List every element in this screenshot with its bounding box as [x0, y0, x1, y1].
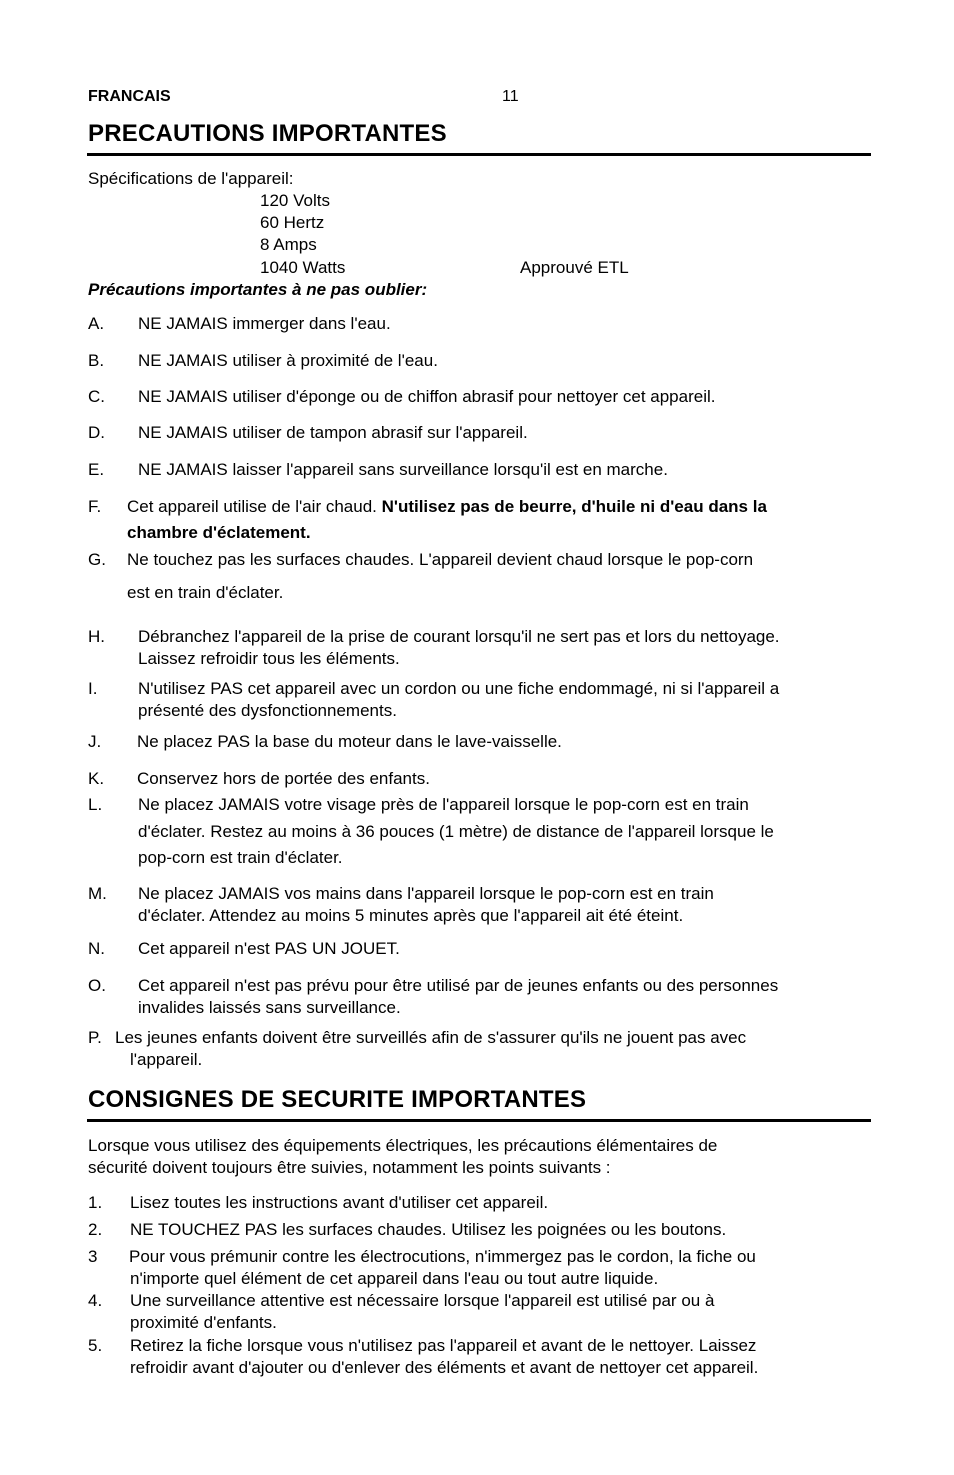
spec-voltage: 120 Volts [260, 191, 330, 210]
item-label: C. [88, 387, 105, 406]
item-label: 2. [88, 1220, 103, 1239]
section-title-safety: CONSIGNES DE SECURITE IMPORTANTES [88, 1086, 587, 1113]
item-text: Pour vous prémunir contre les électrocutions, n'immergez pas le cordon, la fiche ou [129, 1247, 756, 1266]
safety-intro: Lorsque vous utilisez des équipements électriques, les précautions élémentaires de [88, 1136, 718, 1155]
item-text-cont: n'importe quel élément de cet appareil dans l'eau ou tout autre liquide. [130, 1269, 659, 1288]
section-title-precautions: PRECAUTIONS IMPORTANTES [88, 120, 447, 147]
item-text: Ne placez JAMAIS vos mains dans l'appareil lorsque le pop-corn est en train [138, 884, 714, 903]
item-text-cont: d'éclater. Attendez au moins 5 minutes après que l'appareil ait été éteint. [138, 906, 684, 925]
item-text: NE TOUCHEZ PAS les surfaces chaudes. Utilisez les poignées ou les boutons. [130, 1220, 727, 1239]
item-text: NE JAMAIS utiliser à proximité de l'eau. [138, 351, 438, 370]
item-text: Cet appareil n'est pas prévu pour être utilisé par de jeunes enfants ou des personnes [138, 976, 779, 995]
item-text: Ne touchez pas les surfaces chaudes. L'appareil devient chaud lorsque le pop-corn [127, 550, 754, 569]
specs-label: Spécifications de l'appareil: [88, 169, 294, 188]
item-label: L. [88, 795, 103, 814]
safety-intro-cont: sécurité doivent toujours être suivies, notamment les points suivants : [88, 1158, 611, 1177]
item-label: 4. [88, 1291, 103, 1310]
item-label: E. [88, 460, 105, 479]
page-number: 11 [502, 88, 519, 105]
item-label: H. [88, 627, 105, 646]
spec-frequency: 60 Hertz [260, 213, 325, 232]
approval-label: Approuvé ETL [520, 258, 629, 277]
item-text: NE JAMAIS laisser l'appareil sans surveillance lorsqu'il est en marche. [138, 460, 668, 479]
reminder-heading: Précautions importantes à ne pas oublier: [88, 280, 428, 299]
item-text-cont: est en train d'éclater. [127, 583, 284, 602]
item-text: Ne placez JAMAIS votre visage près de l'appareil lorsque le pop-corn est en train [138, 795, 749, 814]
item-label: G. [88, 550, 106, 569]
item-label: J. [88, 732, 102, 751]
item-label: 3 [88, 1247, 98, 1266]
item-text-cont: d'éclater. Restez au moins à 36 pouces (1 mètre) de distance de l'appareil lorsque le [138, 822, 774, 841]
item-text: Une surveillance attentive est nécessaire lorsque l'appareil est utilisé par ou à [130, 1291, 715, 1310]
item-label: D. [88, 423, 105, 442]
item-label: F. [88, 497, 102, 516]
item-text-cont: proximité d'enfants. [130, 1313, 277, 1332]
item-label: A. [88, 314, 105, 333]
item-text: Retirez la fiche lorsque vous n'utilisez pas l'appareil et avant de le nettoyer. Laissez [130, 1336, 757, 1355]
item-text-cont: refroidir avant d'ajouter ou d'enlever des éléments et avant de nettoyer cet appareil. [130, 1358, 759, 1377]
item-text-cont: pop-corn est train d'éclater. [138, 848, 343, 867]
item-text-cont: Laissez refroidir tous les éléments. [138, 649, 400, 668]
item-label: M. [88, 884, 107, 903]
item-text: NE JAMAIS utiliser de tampon abrasif sur l'appareil. [138, 423, 528, 442]
item-label: P. [88, 1028, 102, 1047]
item-text: Débranchez l'appareil de la prise de courant lorsqu'il ne sert pas et lors du nettoyage. [138, 627, 780, 646]
item-label: N. [88, 939, 105, 958]
item-label: O. [88, 976, 106, 995]
item-label: 5. [88, 1336, 103, 1355]
item-text: NE JAMAIS immerger dans l'eau. [138, 314, 391, 333]
spec-wattage: 1040 Watts [260, 258, 346, 277]
item-label: 1. [88, 1193, 103, 1212]
item-text: N'utilisez PAS cet appareil avec un cordon ou une fiche endommagé, ni si l'appareil a [138, 679, 780, 698]
item-text: Conservez hors de portée des enfants. [137, 769, 430, 788]
item-text: NE JAMAIS utiliser d'éponge ou de chiffon abrasif pour nettoyer cet appareil. [138, 387, 716, 406]
item-label: K. [88, 769, 105, 788]
item-text-plain: Cet appareil utilise de l'air chaud. [127, 497, 382, 516]
item-text: Les jeunes enfants doivent être surveillés afin de s'assurer qu'ils ne jouent pas avec [115, 1028, 747, 1047]
item-label: B. [88, 351, 105, 370]
item-label: I. [88, 679, 98, 698]
item-text-bold-cont: chambre d'éclatement. [127, 523, 311, 542]
item-text: Cet appareil n'est PAS UN JOUET. [138, 939, 400, 958]
item-text-cont: invalides laissés sans surveillance. [138, 998, 401, 1017]
item-text: Lisez toutes les instructions avant d'utiliser cet appareil. [130, 1193, 549, 1212]
section-rule [87, 153, 871, 156]
language-label: FRANCAIS [88, 88, 171, 105]
item-text: Ne placez PAS la base du moteur dans le lave-vaisselle. [137, 732, 562, 751]
section-rule [87, 1119, 871, 1122]
spec-amperage: 8 Amps [260, 235, 317, 254]
item-text [127, 497, 767, 517]
item-text-cont: l'appareil. [130, 1050, 203, 1069]
item-text-cont: présenté des dysfonctionnements. [138, 701, 397, 720]
item-text-bold: N'utilisez pas de beurre, d'huile ni d'eau dans la [381, 497, 767, 516]
